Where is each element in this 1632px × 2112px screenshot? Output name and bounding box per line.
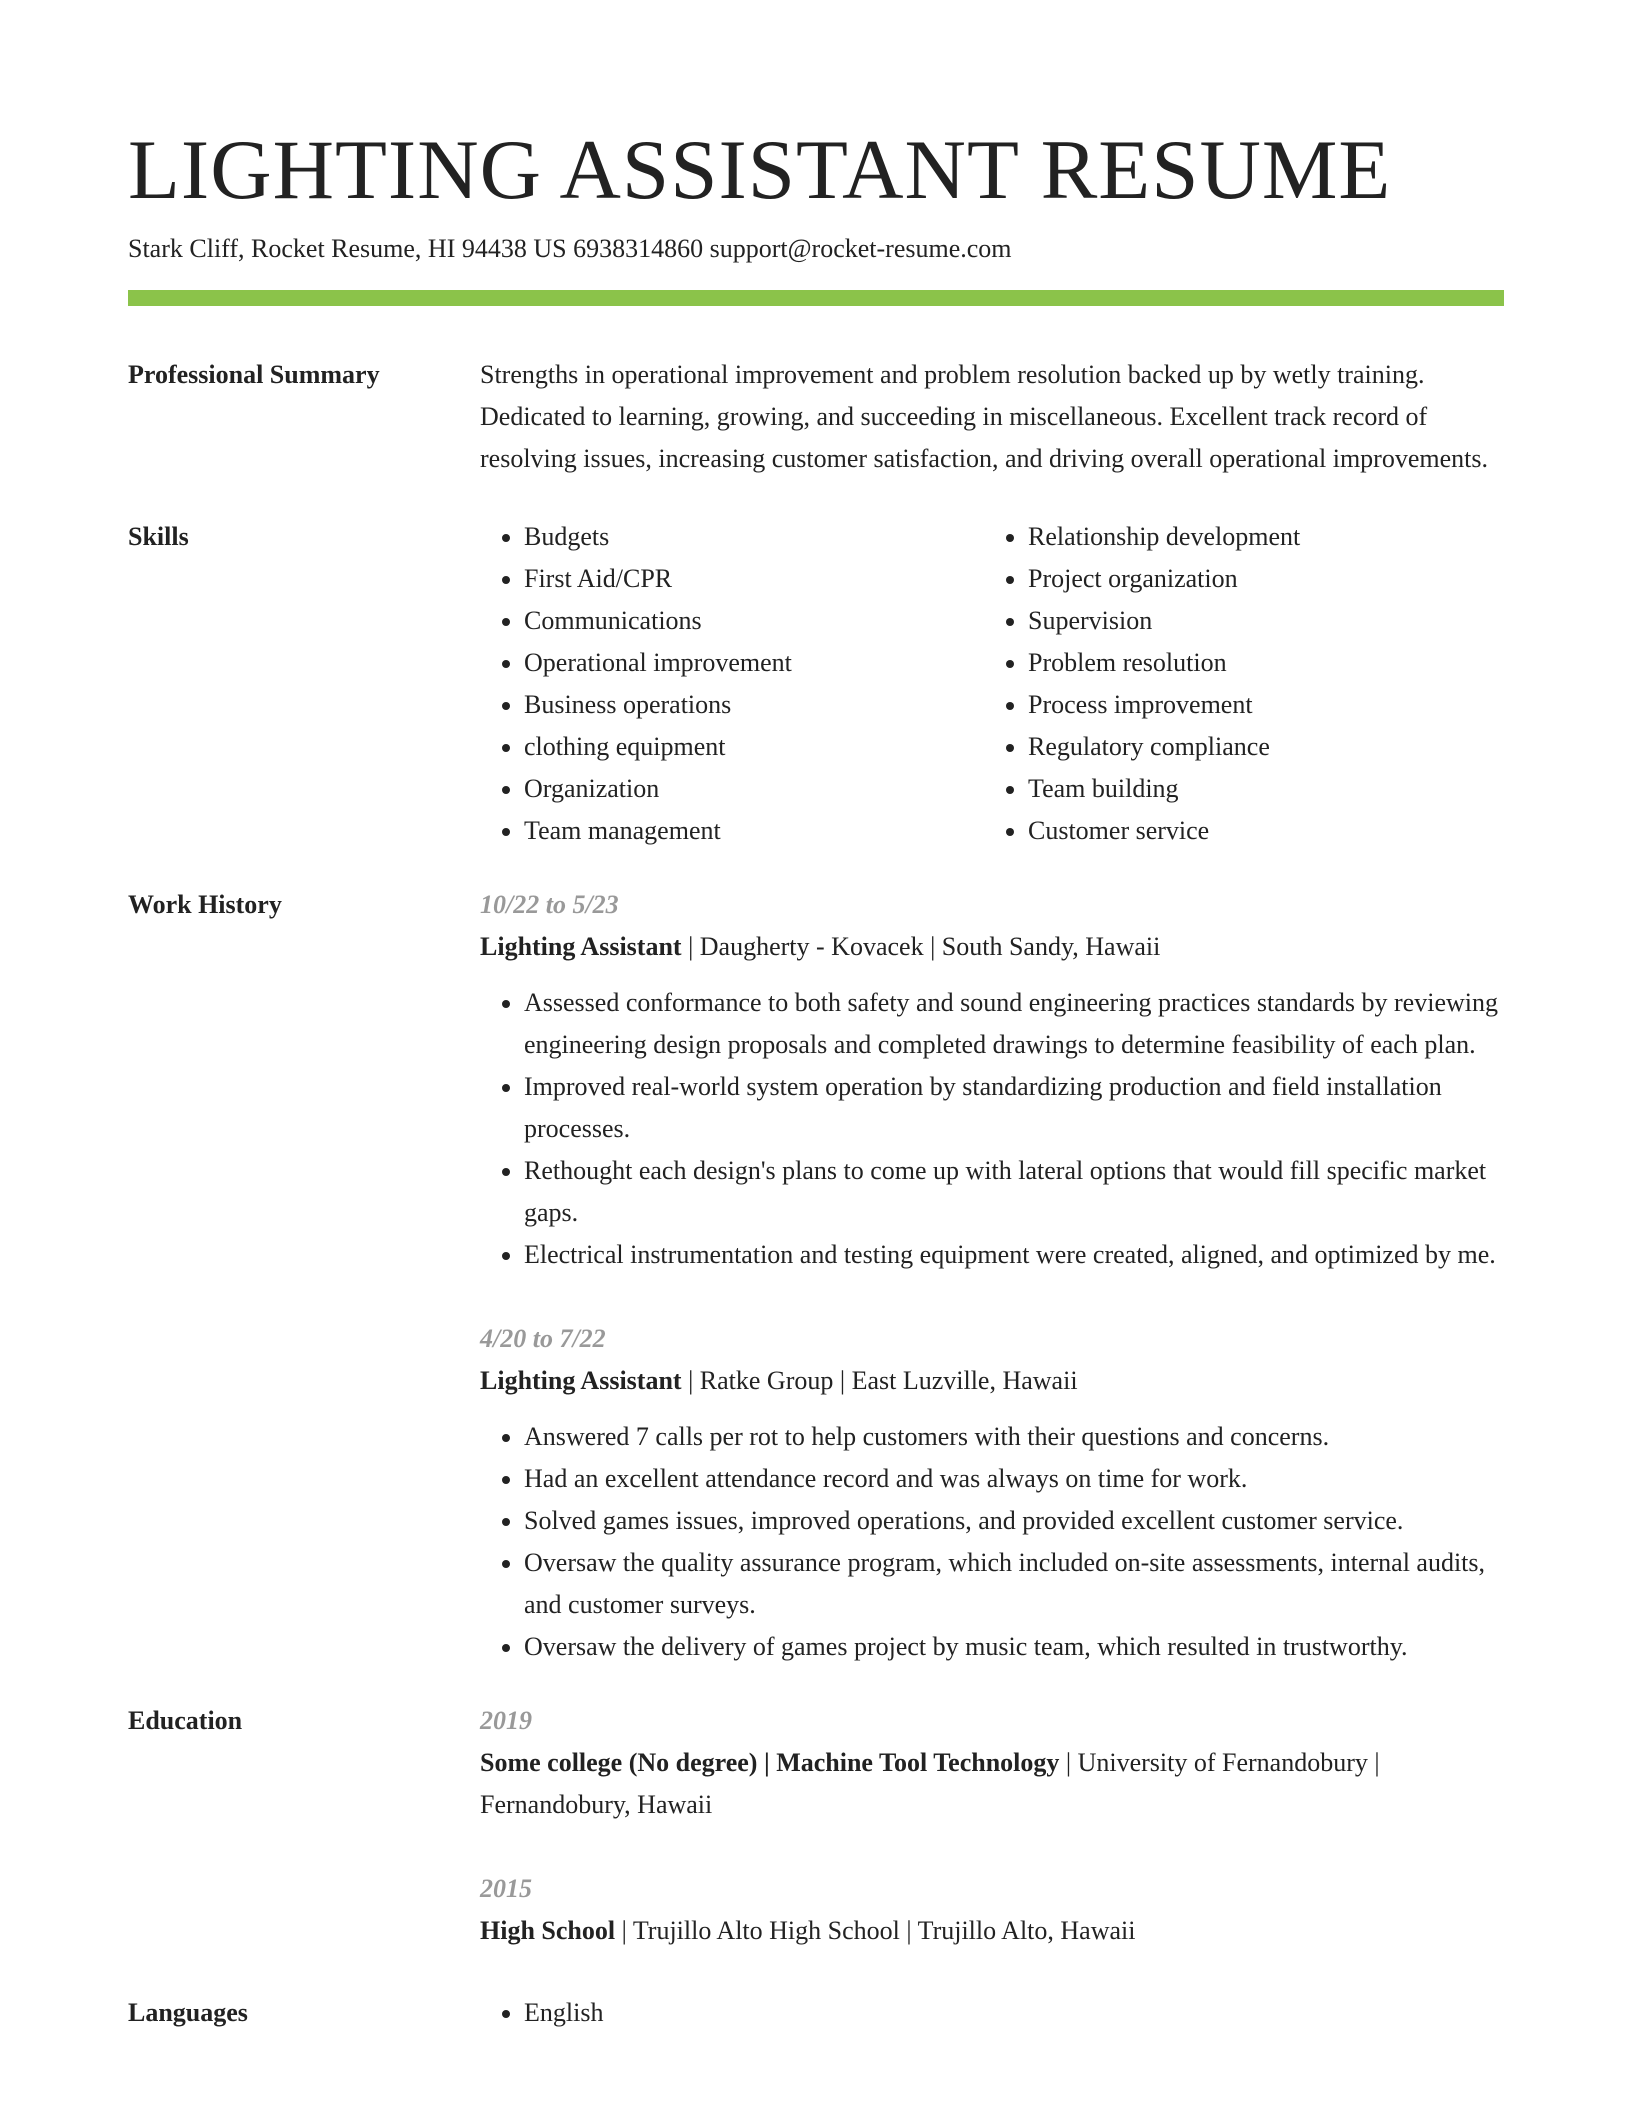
work-history-content xyxy=(480,884,1504,1668)
education-year: 2019 xyxy=(480,1706,532,1735)
job-bullets xyxy=(480,1416,1504,1668)
languages-content xyxy=(480,1992,1504,2034)
job-dates: 10/22 to 5/23 xyxy=(480,890,619,919)
education-heading xyxy=(480,1910,1504,1952)
skill-item: • Operational improvement xyxy=(524,642,984,684)
job-dates: 4/20 to 7/22 xyxy=(480,1324,606,1353)
job-heading xyxy=(480,926,1504,968)
skill-item: • Team building xyxy=(1028,768,1300,810)
education-heading xyxy=(480,1742,1504,1826)
languages-list xyxy=(480,1992,1504,2034)
skill-item: • Organization xyxy=(524,768,984,810)
skill-item: • First Aid/CPR xyxy=(524,558,984,600)
job-bullet: • Answered 7 calls per rot to help customers with their questions and concerns. xyxy=(524,1416,1504,1458)
education-year: 2015 xyxy=(480,1874,532,1903)
education-details: | University of Fernandobury | Fernandobury, Hawaii xyxy=(480,1748,1380,1819)
skills-list-right xyxy=(984,516,1300,852)
skill-item: • clothing equipment xyxy=(524,726,984,768)
skill-item: • Communications xyxy=(524,600,984,642)
education-content xyxy=(480,1700,1504,1952)
job-details: | Ratke Group | East Luzville, Hawaii xyxy=(681,1366,1078,1395)
education-entry xyxy=(480,1868,1504,1952)
summary-text: Strengths in operational improvement and problem resolution backed up by wetly training. Dedicated to learning, growing, and succeeding in miscellaneous. Excellent track record of resolving issues, increasing customer satisfaction, and driving overall operational improvements. xyxy=(480,360,1488,473)
skill-item: • Process improvement xyxy=(1028,684,1300,726)
summary-label: Professional Summary xyxy=(128,360,380,389)
job-bullet: • Assessed conformance to both safety and sound engineering practices standards by reviewing engineering design proposals and completed drawings to determine feasibility of each plan. xyxy=(524,982,1504,1066)
skill-item: • Team management xyxy=(524,810,984,852)
language-item: • English xyxy=(524,1992,1504,2034)
education-section xyxy=(128,1700,1504,1952)
skill-item: • Budgets xyxy=(524,516,984,558)
work-history-section xyxy=(128,884,1504,1668)
job-bullet: • Electrical instrumentation and testing equipment were created, aligned, and optimized by me. xyxy=(524,1234,1504,1276)
job-entry xyxy=(480,884,1504,1276)
job-entry xyxy=(480,1318,1504,1668)
job-heading xyxy=(480,1360,1504,1402)
contact-line: Stark Cliff, Rocket Resume, HI 94438 US 6938314860 support@rocket-resume.com xyxy=(128,234,1012,263)
job-title: Lighting Assistant xyxy=(480,1366,682,1395)
education-details: | Trujillo Alto High School | Trujillo Alto, Hawaii xyxy=(615,1916,1136,1945)
skill-item: • Business operations xyxy=(524,684,984,726)
education-degree: Some college (No degree) | Machine Tool Technology xyxy=(480,1748,1060,1777)
job-bullet: • Improved real-world system operation by standardizing production and field installation processes. xyxy=(524,1066,1504,1150)
job-bullets xyxy=(480,982,1504,1276)
languages-label: Languages xyxy=(128,1998,248,2027)
accent-divider xyxy=(128,290,1504,306)
job-bullet: • Had an excellent attendance record and was always on time for work. xyxy=(524,1458,1504,1500)
job-bullet: • Rethought each design's plans to come up with lateral options that would fill specific market gaps. xyxy=(524,1150,1504,1234)
job-bullet: • Oversaw the quality assurance program, which included on-site assessments, internal audits, and customer surveys. xyxy=(524,1542,1504,1626)
skill-item: • Project organization xyxy=(1028,558,1300,600)
skills-columns xyxy=(480,516,1504,852)
work-history-label: Work History xyxy=(128,890,282,919)
skills-section xyxy=(128,516,1504,852)
education-label: Education xyxy=(128,1706,243,1735)
skills-label: Skills xyxy=(128,522,189,551)
job-bullet: • Oversaw the delivery of games project by music team, which resulted in trustworthy. xyxy=(524,1626,1504,1668)
education-degree: High School xyxy=(480,1916,616,1945)
skill-item: • Relationship development xyxy=(1028,516,1300,558)
summary-section xyxy=(128,354,1504,480)
skill-item: • Supervision xyxy=(1028,600,1300,642)
job-title: Lighting Assistant xyxy=(480,932,682,961)
resume-title: LIGHTING ASSISTANT RESUME xyxy=(128,123,1392,217)
skill-item: • Regulatory compliance xyxy=(1028,726,1300,768)
job-bullet: • Solved games issues, improved operations, and provided excellent customer service. xyxy=(524,1500,1504,1542)
skills-list-left xyxy=(480,516,984,852)
resume-page xyxy=(128,120,1504,2034)
skill-item: • Problem resolution xyxy=(1028,642,1300,684)
education-entry xyxy=(480,1700,1504,1826)
skill-item: • Customer service xyxy=(1028,810,1300,852)
languages-section xyxy=(128,1992,1504,2034)
job-details: | Daugherty - Kovacek | South Sandy, Hawaii xyxy=(681,932,1161,961)
